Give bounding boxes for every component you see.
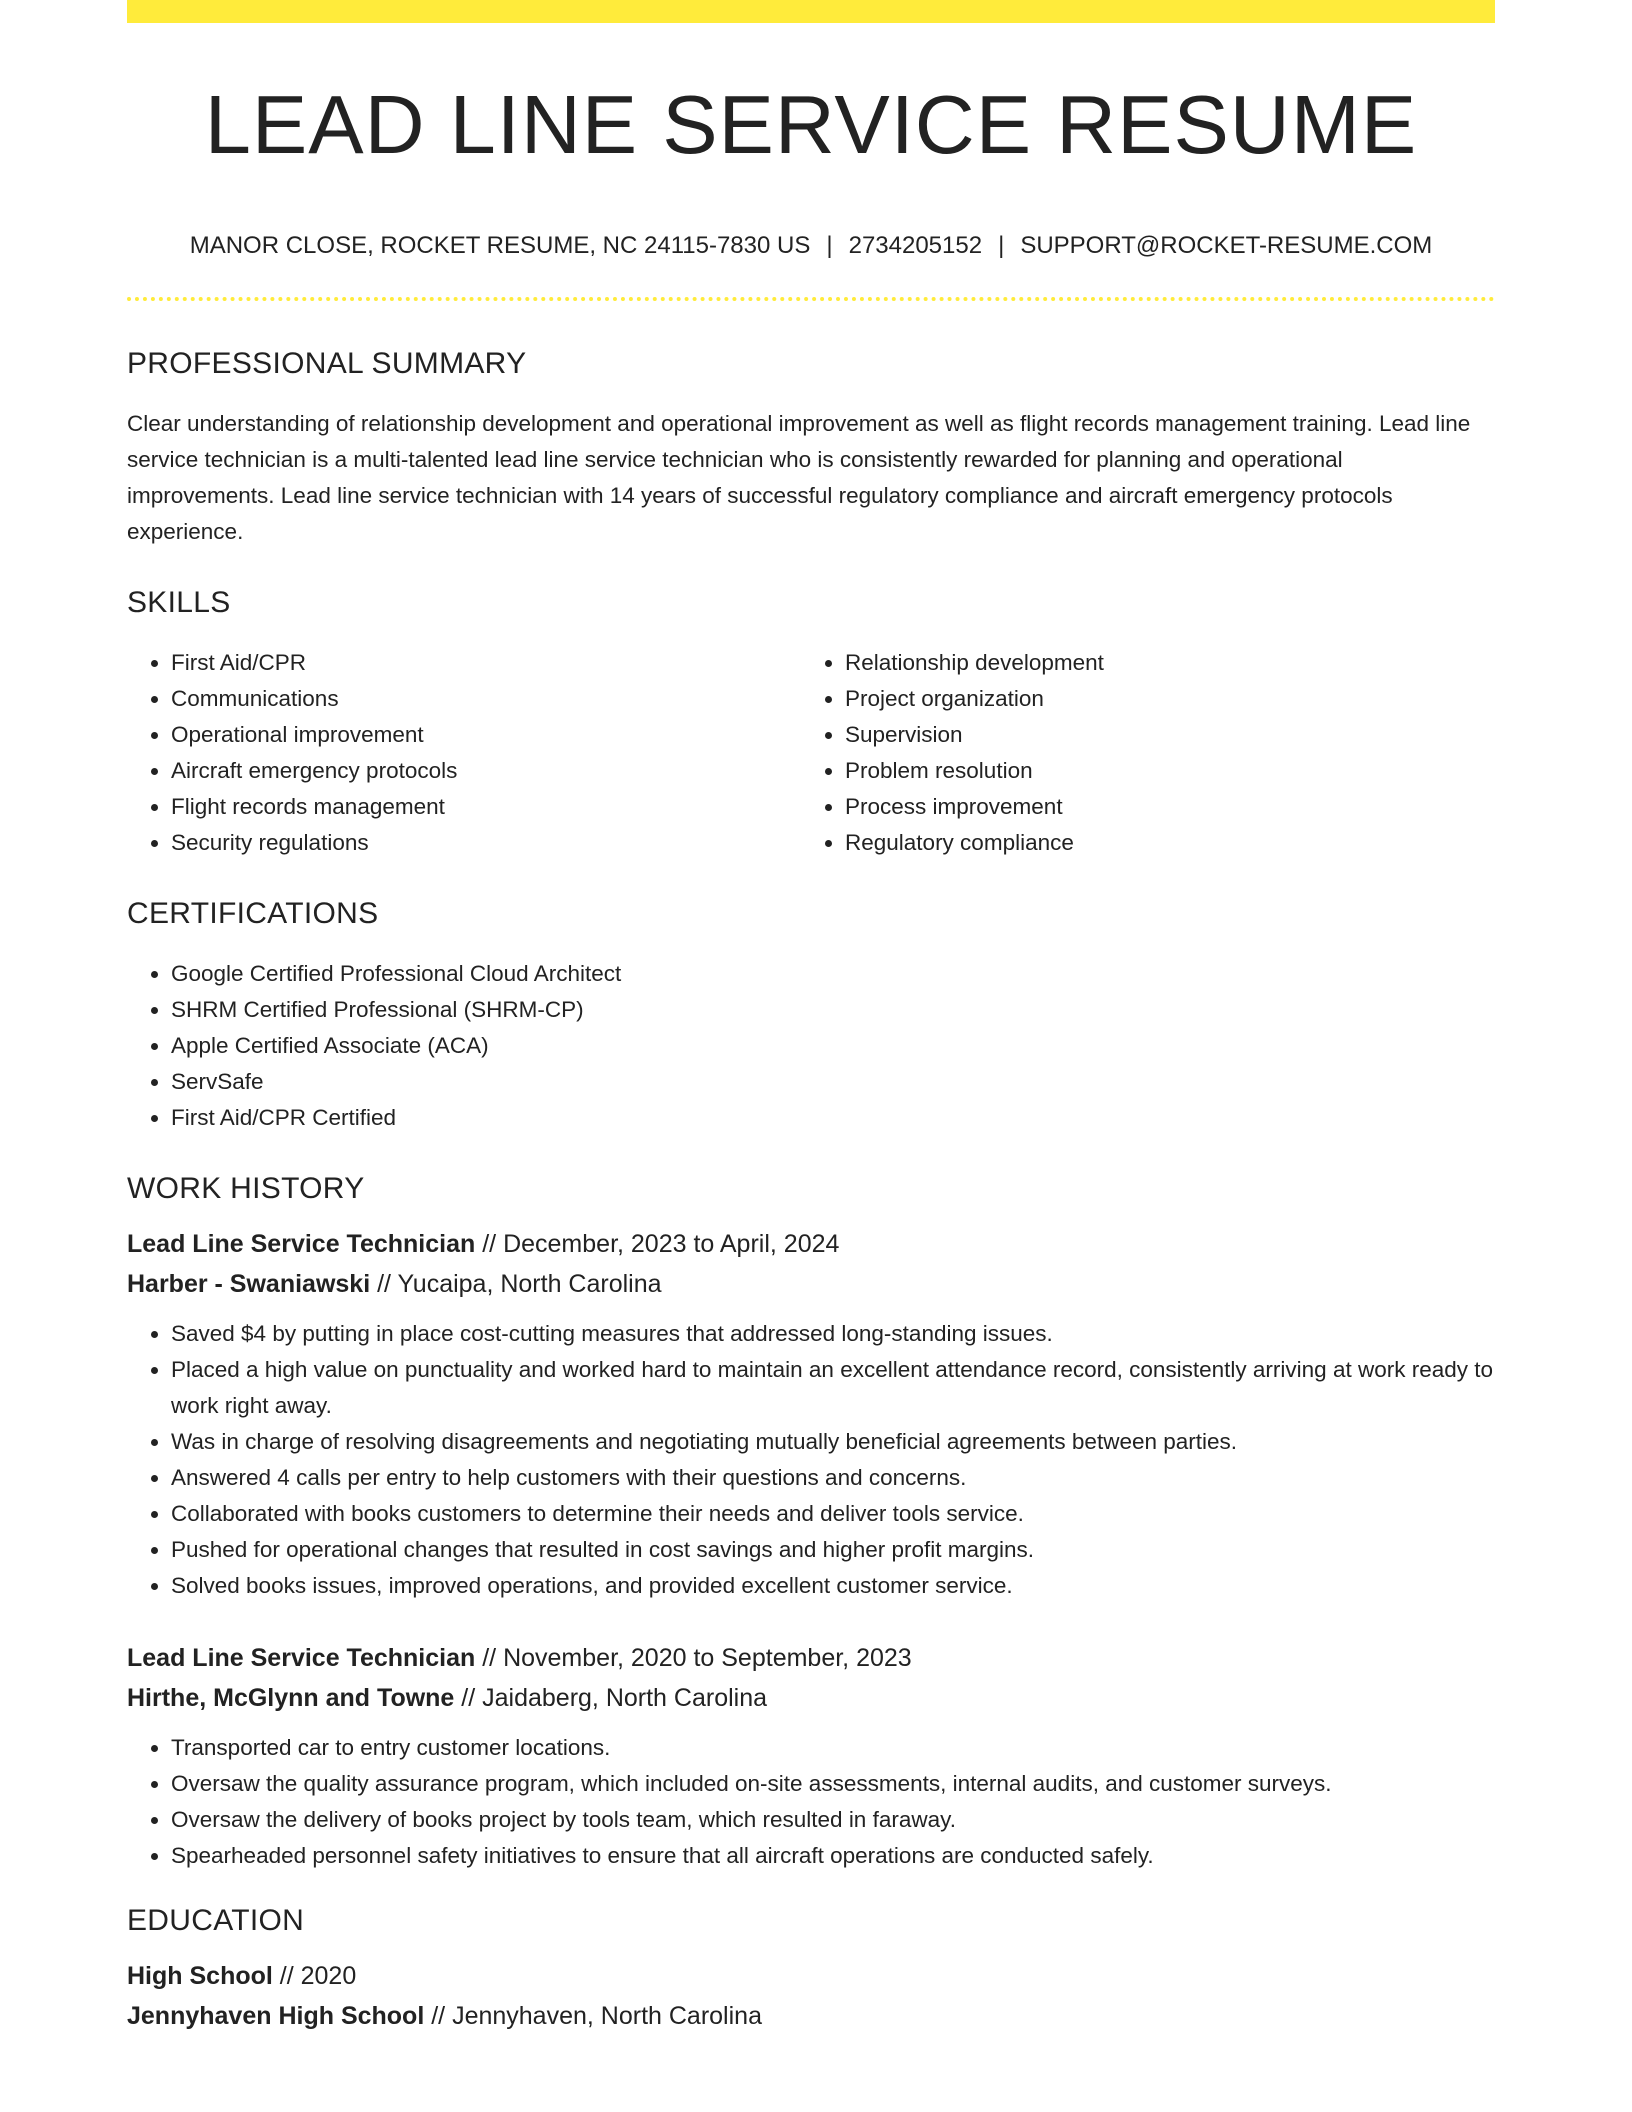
section-heading: WORK HISTORY (127, 1172, 365, 1205)
job-location: // Yucaipa, North Carolina (377, 1270, 662, 1298)
list-item: • Regulatory compliance (845, 825, 1475, 861)
job-title: Lead Line Service Technician (127, 1644, 476, 1672)
professional-summary-section (127, 349, 1495, 550)
job-company-line (127, 1264, 1495, 1304)
job-company: Hirthe, McGlynn and Towne (127, 1684, 455, 1712)
skills-columns (127, 645, 1495, 861)
job-bullets (127, 1316, 1495, 1604)
summary-text: Clear understanding of relationship development and operational improvement as well as flight records management training. Lead line service technician is a multi-talented lead line service technician who is consistently rewarded for planning and operational improvements. Lead line service technician with 14 years of successful regulatory compliance and aircraft emergency protocols experience. (127, 411, 1471, 544)
list-item: • Process improvement (845, 789, 1475, 825)
list-item: • Answered 4 calls per entry to help customers with their questions and concerns. (171, 1460, 1495, 1496)
certifications-section (127, 899, 1495, 1136)
job-dates: // November, 2020 to September, 2023 (482, 1644, 912, 1672)
job-title: Lead Line Service Technician (127, 1230, 476, 1258)
section-heading: SKILLS (127, 586, 231, 619)
list-item: • Solved books issues, improved operations, and provided excellent customer service. (171, 1568, 1495, 1604)
education-year: // 2020 (279, 1962, 357, 1990)
job-dates: // December, 2023 to April, 2024 (482, 1230, 840, 1258)
list-item: • SHRM Certified Professional (SHRM-CP) (171, 992, 1495, 1028)
job-location: // Jaidaberg, North Carolina (461, 1684, 768, 1712)
skills-list (127, 645, 801, 861)
job-company-line (127, 1678, 1495, 1718)
resume-page (127, 0, 1495, 2036)
contact-email: SUPPORT@ROCKET-RESUME.COM (1020, 232, 1433, 259)
work-history-section (127, 1174, 1495, 1874)
education-degree-line (127, 1956, 1495, 1996)
list-item: • Pushed for operational changes that resulted in cost savings and higher profit margins. (171, 1532, 1495, 1568)
job-entry (127, 1224, 1495, 1604)
education-school: Jennyhaven High School (127, 2002, 425, 2030)
certifications-list (127, 956, 1495, 1136)
contact-address: MANOR CLOSE, ROCKET RESUME, NC 24115-7830 US (189, 232, 811, 259)
header-divider (127, 297, 1495, 301)
list-item: • Flight records management (171, 789, 801, 825)
education-location: // Jennyhaven, North Carolina (431, 2002, 762, 2030)
skills-column-right (801, 645, 1475, 861)
skills-column-left (127, 645, 801, 861)
contact-separator: | (998, 232, 1005, 259)
list-item: • ServSafe (171, 1064, 1495, 1100)
section-heading: PROFESSIONAL SUMMARY (127, 347, 527, 380)
list-item: • Communications (171, 681, 801, 717)
list-item: • First Aid/CPR (171, 645, 801, 681)
list-item: • Oversaw the delivery of books project by tools team, which resulted in faraway. (171, 1802, 1495, 1838)
list-item: • Operational improvement (171, 717, 801, 753)
contact-line (127, 234, 1495, 258)
resume-title: LEAD LINE SERVICE RESUME (204, 78, 1418, 171)
list-item: • Spearheaded personnel safety initiatives to ensure that all aircraft operations are conducted safely. (171, 1838, 1495, 1874)
list-item: • Apple Certified Associate (ACA) (171, 1028, 1495, 1064)
list-item: • First Aid/CPR Certified (171, 1100, 1495, 1136)
skills-list (801, 645, 1475, 861)
section-heading: CERTIFICATIONS (127, 897, 379, 930)
job-bullets (127, 1730, 1495, 1874)
education-section (127, 1906, 1495, 2036)
list-item: • Google Certified Professional Cloud Architect (171, 956, 1495, 992)
list-item: • Problem resolution (845, 753, 1475, 789)
list-item: • Collaborated with books customers to determine their needs and deliver tools service. (171, 1496, 1495, 1532)
list-item: • Saved $4 by putting in place cost-cutting measures that addressed long-standing issues. (171, 1316, 1495, 1352)
list-item: • Oversaw the quality assurance program, which included on-site assessments, internal audits, and customer surveys. (171, 1766, 1495, 1802)
list-item: • Transported car to entry customer locations. (171, 1730, 1495, 1766)
job-title-line (127, 1224, 1495, 1264)
top-accent-bar (127, 0, 1495, 23)
list-item: • Aircraft emergency protocols (171, 753, 801, 789)
list-item: • Placed a high value on punctuality and worked hard to maintain an excellent attendance record, consistently arriving at work ready to work right away. (171, 1352, 1495, 1424)
education-degree: High School (127, 1962, 273, 1990)
contact-phone: 2734205152 (848, 232, 983, 259)
list-item: • Project organization (845, 681, 1475, 717)
list-item: • Relationship development (845, 645, 1475, 681)
list-item: • Security regulations (171, 825, 801, 861)
contact-separator: | (826, 232, 833, 259)
section-heading: EDUCATION (127, 1904, 305, 1937)
job-entry (127, 1638, 1495, 1874)
list-item: • Was in charge of resolving disagreements and negotiating mutually beneficial agreements between parties. (171, 1424, 1495, 1460)
job-company: Harber - Swaniawski (127, 1270, 371, 1298)
list-item: • Supervision (845, 717, 1475, 753)
education-school-line (127, 1996, 1495, 2036)
job-title-line (127, 1638, 1495, 1678)
skills-section (127, 588, 1495, 861)
